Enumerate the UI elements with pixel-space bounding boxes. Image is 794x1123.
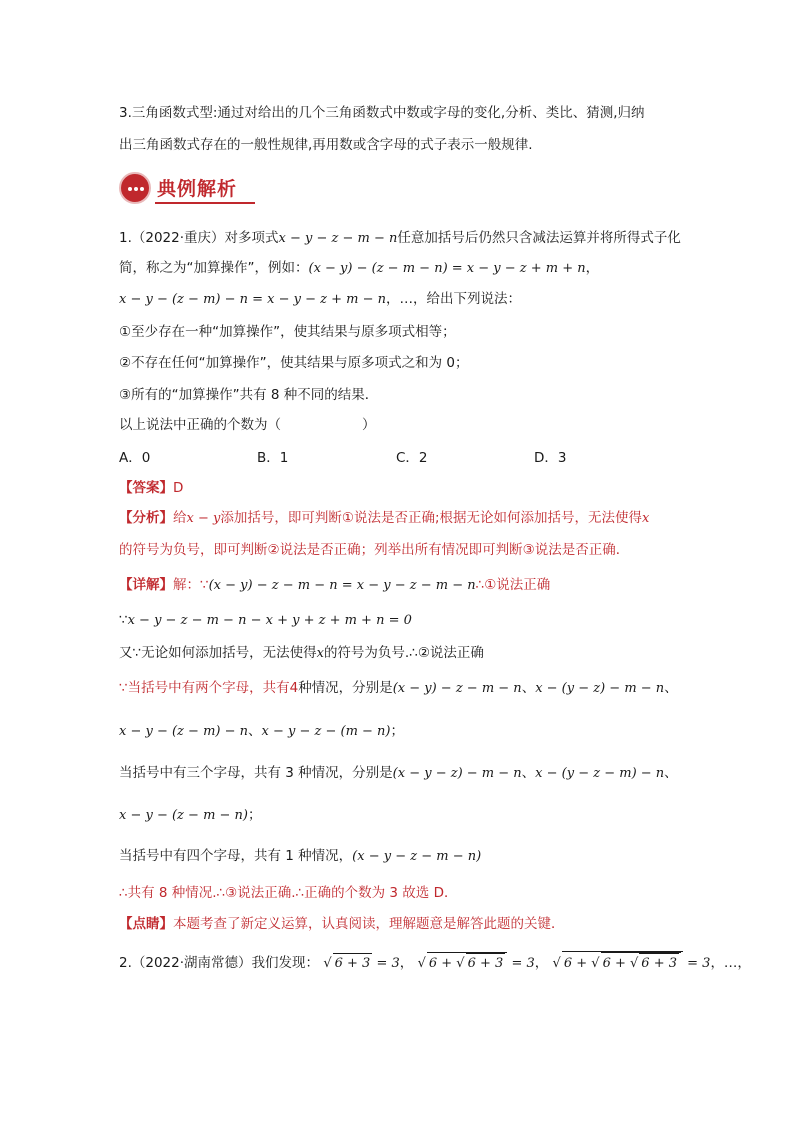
q1-detail-line-8: 当括号中有四个字母，共有 1 种情况，(x − y − z − m − n) — [119, 848, 482, 864]
q1-stem-line-1: 1.（2022·重庆）对多项式x − y − z − m − n任意加括号后仍然只含减法运算并将所得式子化 — [119, 230, 681, 246]
q1-stem-line-3: x − y − (z − m) − n = x − y − z + m − n，…，给出下列说法： — [119, 291, 522, 307]
q1-detail-line-7: x − y − (z − m − n)； — [119, 807, 262, 823]
q2-radical-2: √ 6 + √ 6 + 3 = 3 — [418, 956, 535, 971]
intro-line-1: 3.三角函数式型:通过对给出的几个三角函数式中数或字母的变化,分析、类比、猜测,归纳 — [119, 105, 645, 121]
q1-detail-line-3: 又∵无论如何添加括号，无法使得x的符号为负号.∴②说法正确 — [119, 645, 484, 661]
q1-example-1: (x − y) − (z − m − n) = x − y − z + m + n — [308, 261, 586, 276]
q1-option-b: B．1 — [257, 450, 289, 466]
q1-example-2: x − y − (z − m) − n = x − y − z + m − n — [119, 292, 387, 307]
q1-detail-line-6: 当括号中有三个字母，共有 3 种情况，分别是(x − y − z) − m − n、x − (y − z − m) − n、 — [119, 765, 678, 781]
q1-stem-line-2: 简，称之为“加算操作”，例如：(x − y) − (z − m − n) = x − y − z + m + n， — [119, 260, 600, 276]
intro-line-2: 出三角函数式存在的一般性规律,再用数或含字母的式子表示一般规律. — [119, 137, 533, 153]
q1-statement-2: ②不存在任何“加算操作”，使其结果与原多项式之和为 0； — [119, 355, 469, 371]
q1-answer: 【答案】D — [119, 480, 184, 496]
q1-ask: 以上说法中正确的个数为（ ） — [119, 417, 376, 433]
section-underline — [155, 202, 255, 204]
q1-option-c: C．2 — [396, 450, 428, 466]
q1-option-d: D．3 — [534, 450, 567, 466]
q1-detail-line-5: x − y − (z − m) − n、x − y − z − (m − n)； — [119, 723, 404, 739]
q1-analysis-line-2: 的符号为负号，即可判断②说法是否正确；列举出所有情况即可判断③说法是否正确． — [119, 542, 630, 558]
q1-comment: 【点睛】本题考查了新定义运算，认真阅读，理解题意是解答此题的关键． — [119, 916, 565, 932]
q1-statement-3: ③所有的“加算操作”共有 8 种不同的结果． — [119, 387, 379, 403]
q1-detail-line-2: ∵x − y − z − m − n − x + y + z + m + n = 0 — [119, 612, 412, 628]
section-heading — [119, 172, 257, 204]
q1-detail-line-1: 【详解】解：∵(x − y) − z − m − n = x − y − z − m − n∴①说法正确 — [119, 577, 551, 593]
q1-detail-line-4: ∵当括号中有两个字母，共有4种情况，分别是(x − y) − z − m − n、x − (y − z) − m − n、 — [119, 680, 678, 696]
q1-conclusion: ∴共有 8 种情况.∴③说法正确.∴正确的个数为 3 故选 D． — [119, 885, 458, 901]
q1-analysis-line-1: 【分析】给x − y添加括号，即可判断①说法是否正确;根据无论如何添加括号，无法使得x — [119, 510, 650, 526]
section-title: 典例解析 — [157, 178, 238, 200]
q1-polynomial: x − y − z − m − n — [278, 231, 398, 246]
q2-radical-3: √ 6 + √ 6 + √ 6 + 3 = 3 — [553, 956, 711, 971]
q2-radical-1: √ 6 + 3 = 3 — [323, 956, 399, 971]
ellipsis-icon — [119, 172, 151, 204]
q1-option-a: A．0 — [119, 450, 151, 466]
q1-statement-1: ①至少存在一种“加算操作”，使其结果与原多项式相等； — [119, 324, 456, 340]
q2-stem: 2.（2022·湖南常德）我们发现： √ 6 + 3 = 3， √ 6 + √ 6 + 3 = 3， √ 6 + √ 6 + √ 6 + 3 = 3，…， — [119, 951, 751, 974]
